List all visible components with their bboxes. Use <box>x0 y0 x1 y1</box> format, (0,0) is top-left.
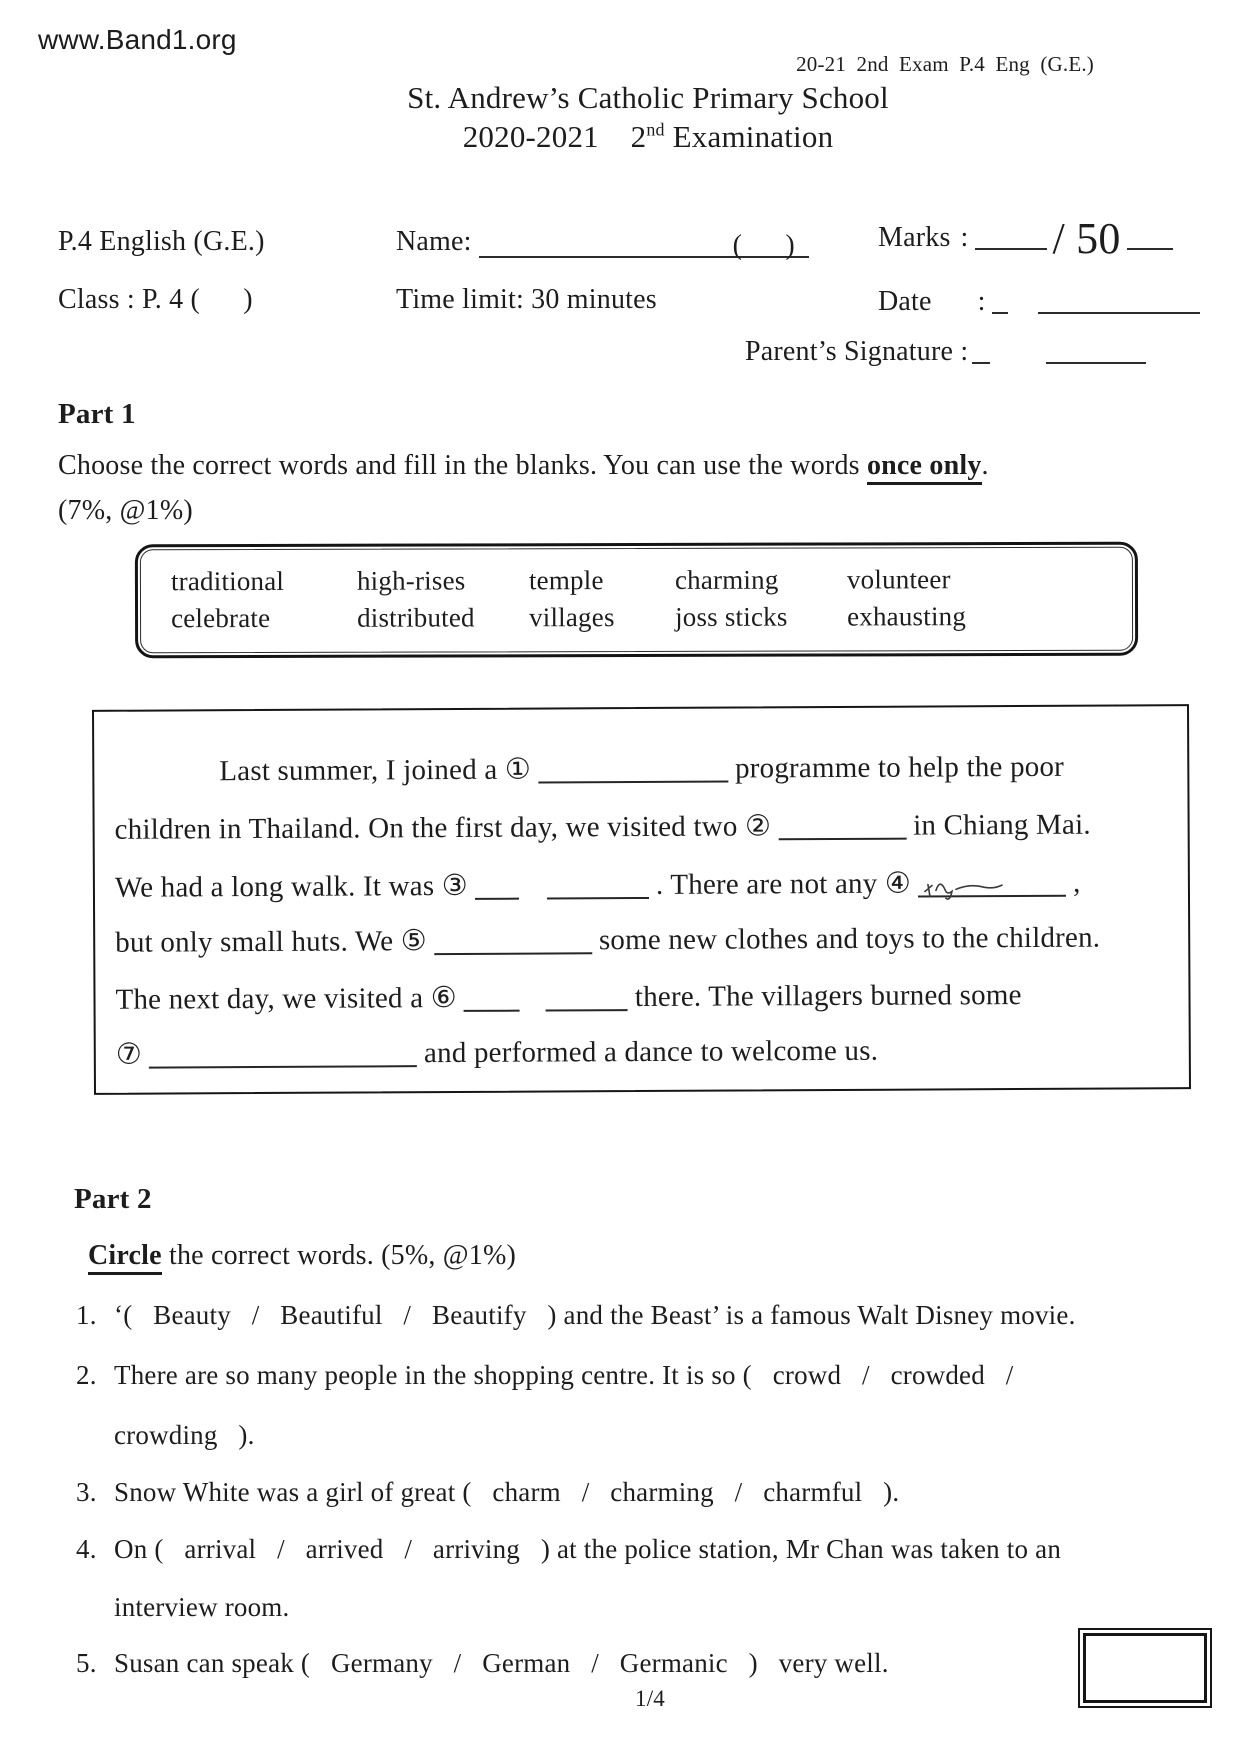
date-blank-line <box>1038 286 1200 314</box>
passage-text: but only small huts. We ⑤ <box>115 925 427 959</box>
blank-4 <box>918 867 1066 898</box>
blank-6b <box>546 981 628 1011</box>
word-bank-item: charming <box>674 564 779 595</box>
exam-title <box>56 119 1240 155</box>
word-bank-item: volunteer <box>846 564 951 595</box>
passage-line <box>115 920 1100 960</box>
blank-7 <box>149 1037 417 1068</box>
part1-marks-scheme: (7%, @1%) <box>58 495 193 526</box>
date-field <box>878 286 1200 318</box>
marks-total: / 50 <box>1052 214 1121 263</box>
name-field <box>396 226 809 261</box>
blank-2 <box>778 810 906 841</box>
marks-colon: : <box>960 222 969 253</box>
part1-instruction-text: Choose the correct words and fill in the blanks. You can use the words <box>58 450 867 481</box>
question-number: 4. <box>76 1534 97 1564</box>
parent-signature-field <box>745 336 1146 368</box>
passage-text: The next day, we visited a ⑥ <box>115 981 457 1016</box>
question-number: 5. <box>76 1648 97 1678</box>
marks-label: Marks <box>878 222 951 253</box>
passage-text: children in Thailand. On the first day, we visited two ② <box>114 810 772 846</box>
score-box-inner <box>1083 1633 1207 1703</box>
word-bank-grid <box>140 547 1133 654</box>
question-1 <box>76 1300 1076 1331</box>
question-2 <box>76 1360 1014 1391</box>
word-bank-item: traditional <box>170 565 285 597</box>
question-number: 1. <box>76 1300 97 1330</box>
blank-1 <box>538 753 728 784</box>
pen-scribble <box>922 873 1006 903</box>
passage-text: , <box>1072 866 1081 899</box>
question-5 <box>76 1648 889 1679</box>
question-text: On ( arrival / arrived / arriving ) at the police station, Mr Chan was taken to an <box>114 1534 1062 1564</box>
question-text: Susan can speak ( Germany / German / Germanic ) very well. <box>114 1648 889 1678</box>
word-bank-item: exhausting <box>847 601 967 632</box>
parent-signature-label: Parent’s Signature : <box>745 336 969 367</box>
passage-line <box>115 976 1021 1017</box>
word-bank-item: villages <box>529 602 615 633</box>
passage-line <box>115 864 1081 905</box>
date-blank-short <box>992 286 1008 314</box>
word-bank-item: distributed <box>357 602 475 633</box>
passage-text: there. The villagers burned some <box>634 979 1022 1014</box>
exam-title-rest: Examination <box>664 119 834 154</box>
blank-gap <box>526 867 540 895</box>
passage-text: . There are not any ④ <box>655 867 912 901</box>
question-4-line2: interview room. <box>114 1592 290 1622</box>
time-limit-label: Time limit: 30 minutes <box>396 284 657 315</box>
marks-field <box>878 214 1173 263</box>
part2-heading: Part 2 <box>74 1183 152 1215</box>
blank-3b <box>547 869 649 900</box>
passage-text: ⑦ <box>115 1038 143 1071</box>
name-label: Name: <box>396 226 472 257</box>
question-text: Snow White was a girl of great ( charm / charming / charmful ). <box>114 1477 900 1507</box>
marks-blank-tail <box>1127 222 1173 250</box>
once-only-emphasis: once only <box>867 450 982 485</box>
question-number: 2. <box>76 1360 97 1390</box>
word-bank-item: high-rises <box>356 565 466 596</box>
passage-text: in Chiang Mai. <box>913 808 1091 842</box>
signature-blank-short <box>972 336 990 364</box>
question-number: 3. <box>76 1477 97 1507</box>
page-number: 1/4 <box>635 1686 665 1711</box>
passage-text: We had a long walk. It was ③ <box>114 869 469 904</box>
subject-label: P.4 English (G.E.) <box>58 226 265 257</box>
site-watermark: www.Band1.org <box>38 24 237 55</box>
name-blank-line <box>479 230 809 261</box>
passage-text: Last summer, I joined a ① <box>219 753 532 788</box>
part2-instruction <box>88 1240 516 1272</box>
blank-6a <box>464 982 520 1012</box>
passage-text: some new clothes and toys to the children. <box>598 921 1101 957</box>
blank-gap <box>527 979 539 1007</box>
part1-instruction-period: . <box>981 450 989 481</box>
passage-line <box>115 807 1091 847</box>
class-field: Class : P. 4 ( ) <box>58 284 253 315</box>
part1-instruction <box>58 450 1188 482</box>
blank-5 <box>434 924 592 955</box>
marks-blank-line <box>975 222 1047 250</box>
exam-year: 2020-2021 2 <box>462 119 647 154</box>
name-class-parens: ( ) <box>732 230 795 261</box>
part2-instruction-text: the correct words. (5%, @1%) <box>161 1240 517 1271</box>
word-bank-item: celebrate <box>171 602 271 634</box>
question-3 <box>76 1477 899 1508</box>
exam-code: 20-21 2nd Exam P.4 Eng (G.E.) <box>796 52 1094 76</box>
word-bank-item: temple <box>528 565 604 596</box>
question-text: There are so many people in the shopping centre. It is so ( crowd / crowded / <box>114 1360 1014 1390</box>
passage-line <box>116 1033 878 1072</box>
title-block <box>0 80 1240 155</box>
score-box <box>1078 1628 1212 1708</box>
date-colon: : <box>977 286 986 317</box>
passage-line <box>219 749 1064 788</box>
cloze-passage-box <box>92 704 1191 1095</box>
date-label: Date <box>878 286 932 317</box>
blank-3a <box>475 870 519 900</box>
circle-emphasis: Circle <box>88 1240 162 1275</box>
word-bank-box <box>135 542 1138 659</box>
school-name: St. Andrew’s Catholic Primary School <box>407 80 889 115</box>
ordinal-suffix: nd <box>646 119 665 140</box>
word-bank-item: joss sticks <box>675 601 788 632</box>
passage-text: and performed a dance to welcome us. <box>423 1034 879 1070</box>
question-text: ‘( Beauty / Beautiful / Beautify ) and the Beast’ is a famous Walt Disney movie. <box>114 1300 1076 1330</box>
question-2-line2: crowding ). <box>114 1420 255 1450</box>
signature-blank-line <box>1046 336 1146 364</box>
passage-text: programme to help the poor <box>734 750 1065 785</box>
question-4 <box>76 1534 1061 1565</box>
part1-heading: Part 1 <box>58 398 136 430</box>
